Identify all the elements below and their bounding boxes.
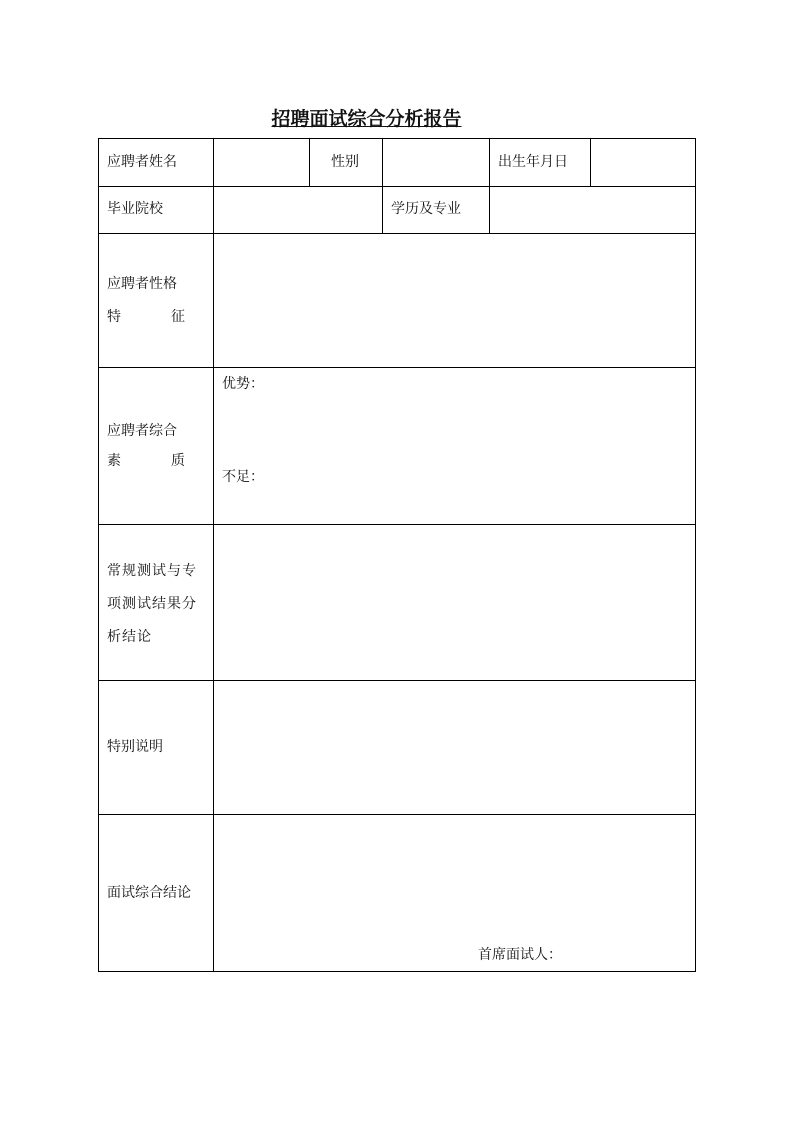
chief-interviewer-label: 首席面试人： [478, 947, 562, 963]
personality-label-line2 [107, 309, 185, 325]
tests-value-cell[interactable] [213, 524, 696, 681]
personality-value-cell[interactable] [213, 233, 696, 368]
quality-label-char-b: 质 [171, 453, 185, 469]
gender-label: 性别 [331, 154, 359, 170]
name-value-cell[interactable] [213, 138, 310, 187]
tests-label: 常规测试与专项测试结果分析结论 [107, 563, 197, 645]
gender-value-cell[interactable] [382, 138, 490, 187]
personality-label-char-a: 特 [107, 309, 121, 325]
personality-label-cell [98, 233, 214, 368]
education-label: 学历及专业 [391, 201, 461, 217]
weaknesses-label: 不足： [222, 469, 264, 485]
special-label: 特别说明 [107, 739, 163, 755]
conclusion-value-cell[interactable] [213, 814, 696, 972]
quality-label-line1: 应聘者综合 [107, 423, 177, 439]
quality-value-cell[interactable] [213, 367, 696, 525]
personality-label-line1: 应聘者性格 [107, 276, 177, 292]
special-value-cell[interactable] [213, 680, 696, 815]
quality-label-char-a: 素 [107, 453, 121, 469]
personality-label-char-b: 征 [171, 309, 185, 325]
education-value-cell[interactable] [489, 186, 696, 234]
school-value-cell[interactable] [213, 186, 383, 234]
birth-value-cell[interactable] [590, 138, 696, 187]
school-label: 毕业院校 [107, 201, 163, 217]
strengths-label: 优势： [222, 376, 264, 392]
quality-label-cell [98, 367, 214, 525]
quality-label-line2 [107, 453, 185, 469]
conclusion-label: 面试综合结论 [107, 885, 191, 901]
birth-label: 出生年月日 [498, 154, 568, 170]
name-label: 应聘者姓名 [107, 154, 177, 170]
page-title: 招聘面试综合分析报告 [271, 108, 462, 130]
